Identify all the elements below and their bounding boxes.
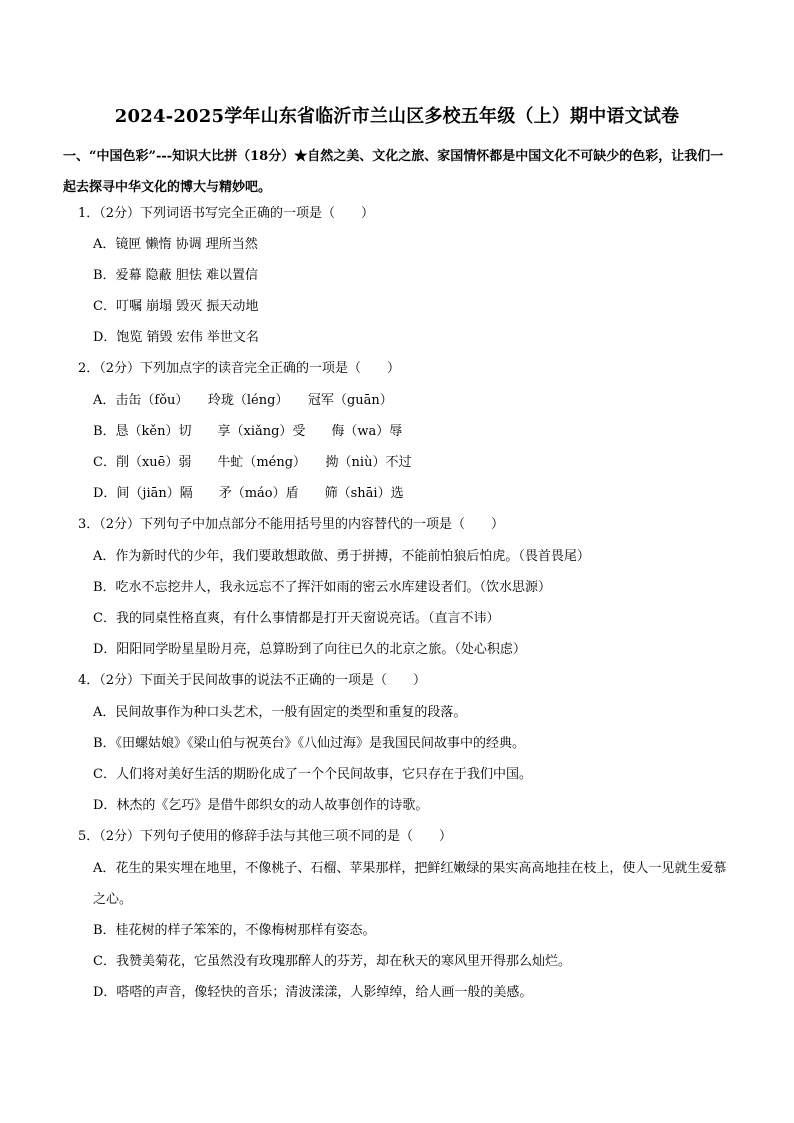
question-5-stem: 5．（2分）下列句子使用的修辞手法与其他三项不同的是（ ）: [78, 829, 453, 844]
question-3-option-c: C．我的同桌性格直爽，有什么事情都是打开天窗说亮话。（直言不讳）: [93, 611, 500, 626]
question-2-option-d: D．间（jiān）隔 矛（máo）盾 筛（shāi）选: [93, 486, 404, 501]
question-1-option-b: B．爱幕 隐蔽 胆怯 难以置信: [93, 268, 258, 283]
question-3-stem: 3．（2分）下列句子中加点部分不能用括号里的内容替代的一项是（ ）: [78, 517, 505, 532]
question-4-option-b: B．《田螺姑娘》《梁山伯与祝英台》《八仙过海》是我国民间故事中的经典。: [93, 736, 526, 751]
question-3-option-d: D．阳阳同学盼星星盼月亮，总算盼到了向往已久的北京之旅。（处心积虑）: [93, 642, 526, 657]
question-3-option-a: A．作为新时代的少年，我们要敢想敢做、勇于拼搏，不能前怕狼后怕虎。（畏首畏尾）: [93, 549, 590, 564]
question-4-option-c: C．人们将对美好生活的期盼化成了一个个民间故事，它只存在于我们中国。: [93, 767, 532, 782]
question-1-option-d: D．饱览 销毁 宏伟 举世文名: [93, 330, 259, 345]
question-1-stem: 1．（2分）下列词语书写完全正确的一项是（ ）: [78, 206, 375, 221]
question-4-option-d: D．林杰的《乞巧》是借牛郎织女的动人故事创作的诗歌。: [93, 798, 429, 813]
question-1-option-c: C．叮嘱 崩塌 毁灭 振天动地: [93, 299, 259, 314]
question-5-option-b: B．桂花树的样子笨笨的，不像梅树那样有姿态。: [93, 923, 376, 938]
exam-title: 2024-2025学年山东省临沂市兰山区多校五年级（上）期中语文试卷: [114, 106, 680, 127]
question-5-option-c: C．我赞美菊花，它虽然没有玫瑰那醉人的芬芳，却在秋天的寒风里开得那么灿烂。: [93, 954, 571, 969]
question-1-option-a: A．镜匣 懒惰 协调 理所当然: [93, 237, 258, 252]
question-5-option-a: A．花生的果实埋在地里，不像桃子、石榴、苹果那样，把鲜红嫩绿的果实高高地挂在枝上，使人一见就生爱慕之心。: [93, 861, 727, 907]
question-2-stem: 2．（2分）下列加点字的读音完全正确的一项是（ ）: [78, 361, 401, 376]
question-2-option-c: C．削（xuē）弱 牛虻（méng） 拗（niù）不过: [93, 455, 412, 470]
question-2-option-a: A．击缶（fǒu） 玲珑（léng） 冠军（guān）: [93, 393, 393, 408]
question-5-option-d: D．嗒嗒的声音，像轻快的音乐；清波漾漾，人影绰绰，给人画一般的美感。: [93, 985, 533, 1000]
section-heading: 一、“中国色彩”---知识大比拼（18分）★自然之美、文化之旅、家国情怀都是中国文化不可缺少的色彩，让我们一起去探寻中华文化的博大与精妙吧。: [63, 149, 724, 195]
question-4-option-a: A．民间故事作为种口头艺术，一般有固定的类型和重复的段落。: [93, 705, 467, 720]
question-3-option-b: B．吃水不忘挖井人，我永远忘不了挥汗如雨的密云水库建设者们。（饮水思源）: [93, 580, 552, 595]
question-2-option-b: B．恳（kěn）切 享（xiǎng）受 侮（wa）辱: [93, 424, 403, 439]
question-4-stem: 4．（2分）下面关于民间故事的说法不正确的一项是（ ）: [78, 673, 427, 688]
